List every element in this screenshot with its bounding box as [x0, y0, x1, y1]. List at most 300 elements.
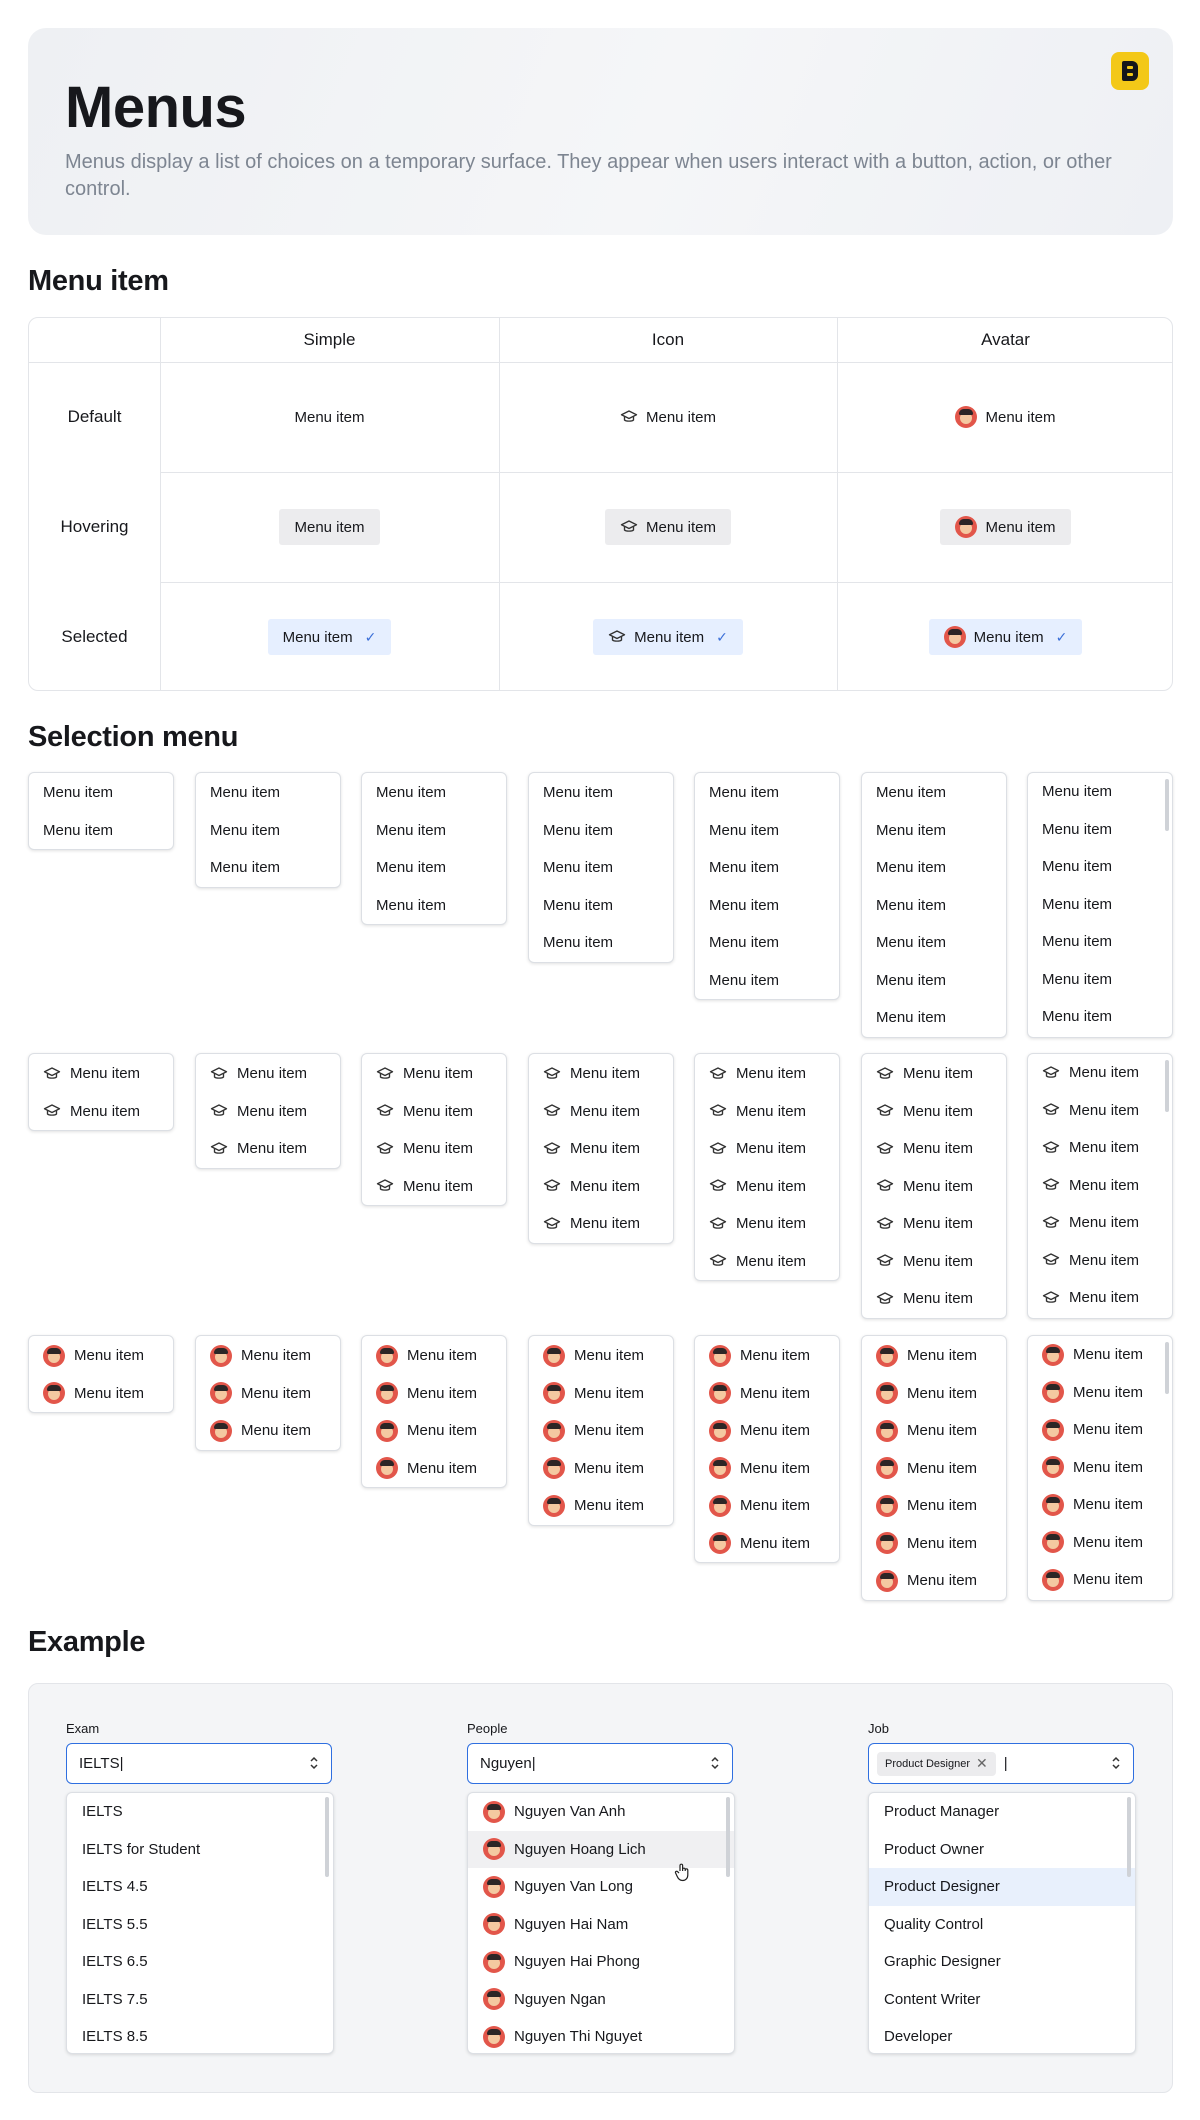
menu-item-label: Menu item	[1069, 1064, 1140, 1082]
menu-item[interactable]	[862, 812, 1006, 850]
menu-item-label: Menu item	[709, 934, 780, 952]
menu-item[interactable]	[862, 774, 1006, 812]
menu-item-label: Menu item	[903, 1252, 974, 1270]
menu-item-label: Menu item	[1069, 1289, 1140, 1307]
menu-item[interactable]	[862, 1093, 1006, 1131]
menu-item[interactable]	[529, 1375, 673, 1413]
menu-item-label: Menu item	[1073, 1571, 1144, 1589]
menu-item[interactable]	[196, 1412, 340, 1450]
graduation-cap-icon	[876, 1102, 894, 1120]
job-select-input[interactable]	[868, 1743, 1134, 1784]
job-tag-chip[interactable]	[877, 1752, 996, 1776]
menu-item[interactable]	[529, 1450, 673, 1488]
menu-item[interactable]	[695, 1337, 839, 1375]
menu-item-label: Menu item	[645, 408, 717, 426]
scrollbar[interactable]	[1165, 1060, 1169, 1112]
menu-item-label: Menu item	[70, 1065, 141, 1083]
menu-item[interactable]	[362, 774, 506, 812]
menu-item-label: Menu item	[907, 1347, 978, 1365]
menu-item-label: Menu item	[907, 1422, 978, 1440]
scrollbar[interactable]	[1127, 1797, 1131, 1877]
page-title: Menus	[65, 75, 247, 140]
exam-select-input[interactable]	[66, 1743, 332, 1784]
menu-item[interactable]	[529, 1337, 673, 1375]
menu-item[interactable]	[196, 1130, 340, 1168]
menu-item[interactable]	[695, 1168, 839, 1206]
menu-item-label: Menu item	[1042, 933, 1113, 951]
menu-item-label: Menu item	[740, 1422, 811, 1440]
menu-item-label: Menu item	[74, 1384, 145, 1402]
exam-option[interactable]	[67, 1831, 333, 1869]
menu-item-label: Menu item	[241, 1347, 312, 1365]
menu-item-label: Menu item	[543, 859, 614, 877]
menu-item-label: Menu item	[903, 1215, 974, 1233]
menu-item-label: Menu item	[407, 1422, 478, 1440]
graduation-cap-icon	[1042, 1289, 1060, 1307]
menu-item-label: Menu item	[543, 784, 614, 802]
menu-item[interactable]	[29, 774, 173, 812]
menu-item[interactable]	[862, 1487, 1006, 1525]
menu-item-label: Menu item	[876, 1009, 947, 1027]
selection-menu-avatar-4	[361, 1335, 507, 1488]
selection-menu-simple-4	[361, 772, 507, 925]
avatar	[876, 1570, 898, 1592]
menu-item-label: Menu item	[740, 1459, 811, 1477]
menu-item-label: Menu item	[1042, 895, 1113, 913]
menu-item-label: Menu item	[1073, 1496, 1144, 1514]
menu-item-simple-selected[interactable]	[268, 619, 392, 655]
avatar	[709, 1495, 731, 1517]
people-option[interactable]	[468, 1831, 734, 1869]
menu-item-label: Menu item	[736, 1102, 807, 1120]
menu-item-label: Menu item	[376, 859, 447, 877]
menu-item-label: Menu item	[403, 1177, 474, 1195]
menu-item[interactable]	[1028, 1129, 1172, 1167]
menu-item-icon-selected[interactable]	[593, 619, 743, 655]
option-label: IELTS 6.5	[82, 1953, 148, 1971]
menu-item[interactable]	[695, 1093, 839, 1131]
menu-item[interactable]	[529, 1130, 673, 1168]
check-icon: ✓	[716, 628, 728, 645]
option-label: IELTS 8.5	[82, 2028, 148, 2046]
menu-item[interactable]	[29, 1337, 173, 1375]
menu-item[interactable]	[862, 887, 1006, 925]
menu-item[interactable]	[695, 924, 839, 962]
menu-item-label: Menu item	[709, 784, 780, 802]
menu-item-label: Menu item	[1042, 820, 1113, 838]
scrollbar[interactable]	[325, 1797, 329, 1877]
menu-item-label: Menu item	[237, 1140, 308, 1158]
menu-item-label: Menu item	[709, 859, 780, 877]
menu-item[interactable]	[529, 849, 673, 887]
job-option[interactable]	[869, 1831, 1135, 1869]
avatar	[876, 1420, 898, 1442]
menu-item[interactable]	[196, 1337, 340, 1375]
graduation-cap-icon	[376, 1102, 394, 1120]
scrollbar[interactable]	[726, 1797, 730, 1877]
menu-item[interactable]	[196, 1055, 340, 1093]
menu-item[interactable]	[695, 812, 839, 850]
menu-item[interactable]	[1028, 1336, 1172, 1374]
people-option[interactable]	[468, 1906, 734, 1944]
menu-item-avatar-default[interactable]	[940, 399, 1070, 435]
menu-item[interactable]	[1028, 1204, 1172, 1242]
menu-item[interactable]	[29, 1375, 173, 1413]
avatar	[955, 406, 977, 428]
graduation-cap-icon	[543, 1102, 561, 1120]
job-dropdown-menu	[868, 1792, 1136, 2054]
menu-item[interactable]	[695, 887, 839, 925]
chevron-up-down-icon[interactable]	[710, 1755, 720, 1771]
menu-item[interactable]	[1028, 1411, 1172, 1449]
menu-item-label: Menu item	[1073, 1421, 1144, 1439]
menu-item[interactable]	[862, 1412, 1006, 1450]
exam-option[interactable]	[67, 1981, 333, 2019]
menu-item[interactable]	[862, 1375, 1006, 1413]
exam-field-label: Exam	[66, 1721, 100, 1736]
menu-item[interactable]	[862, 1525, 1006, 1563]
menu-item[interactable]	[862, 1337, 1006, 1375]
people-option[interactable]	[468, 1943, 734, 1981]
graduation-cap-icon	[1042, 1251, 1060, 1269]
menu-item[interactable]	[529, 1412, 673, 1450]
avatar	[1042, 1381, 1064, 1403]
menu-item[interactable]	[29, 812, 173, 850]
option-label: Content Writer	[884, 1990, 981, 2008]
menu-item-label: Menu item	[903, 1140, 974, 1158]
people-option[interactable]	[468, 1868, 734, 1906]
menu-item[interactable]	[695, 774, 839, 812]
graduation-cap-icon	[620, 518, 638, 536]
menu-item[interactable]	[1028, 961, 1172, 999]
menu-item-avatar-selected[interactable]	[929, 619, 1083, 655]
menu-item-label: Menu item	[1073, 1346, 1144, 1364]
option-label: IELTS 5.5	[82, 1915, 148, 1933]
menu-item[interactable]	[362, 1450, 506, 1488]
menu-item-icon-hover[interactable]	[605, 509, 731, 545]
menu-item[interactable]	[1028, 1374, 1172, 1412]
chevron-up-down-icon[interactable]	[309, 1755, 319, 1771]
avatar	[1042, 1494, 1064, 1516]
graduation-cap-icon	[43, 1102, 61, 1120]
menu-item[interactable]	[196, 849, 340, 887]
menu-item-label: Menu item	[1069, 1214, 1140, 1232]
menu-item[interactable]	[529, 1055, 673, 1093]
menu-item[interactable]	[1028, 1242, 1172, 1280]
menu-item[interactable]	[1028, 1092, 1172, 1130]
graduation-cap-icon	[876, 1177, 894, 1195]
menu-item-label: Menu item	[407, 1384, 478, 1402]
menu-item-label: Menu item	[70, 1102, 141, 1120]
graduation-cap-icon	[1042, 1101, 1060, 1119]
menu-item-label: Menu item	[740, 1384, 811, 1402]
menu-item[interactable]	[695, 1243, 839, 1281]
column-header-avatar: Avatar	[981, 330, 1030, 349]
graduation-cap-icon	[376, 1177, 394, 1195]
selection-menu-icon-7	[861, 1053, 1007, 1319]
option-label: Nguyen Van Long	[514, 1878, 633, 1896]
menu-item-label: Menu item	[876, 821, 947, 839]
menu-item[interactable]	[862, 1280, 1006, 1318]
menu-item[interactable]	[529, 1093, 673, 1131]
option-label: Product Owner	[884, 1840, 985, 1858]
menu-item[interactable]	[362, 1337, 506, 1375]
avatar	[483, 1801, 505, 1823]
menu-item[interactable]	[1028, 773, 1172, 811]
avatar	[483, 1913, 505, 1935]
menu-item-label: Menu item	[403, 1065, 474, 1083]
menu-item-label: Menu item	[407, 1459, 478, 1477]
menu-item-label: Menu item	[907, 1459, 978, 1477]
exam-option[interactable]	[67, 1793, 333, 1831]
menu-item[interactable]	[362, 887, 506, 925]
menu-item[interactable]	[695, 1525, 839, 1563]
menu-item-label: Menu item	[282, 628, 353, 646]
exam-option[interactable]	[67, 1906, 333, 1944]
graduation-cap-icon	[1042, 1139, 1060, 1157]
menu-item-label: Menu item	[903, 1177, 974, 1195]
row-header-hovering: Hovering	[60, 517, 129, 536]
avatar	[709, 1345, 731, 1367]
selection-menu-icon-2	[28, 1053, 174, 1131]
menu-item[interactable]	[196, 812, 340, 850]
exam-option[interactable]	[67, 1943, 333, 1981]
avatar	[43, 1345, 65, 1367]
menu-item-label: Menu item	[645, 518, 717, 536]
graduation-cap-icon	[543, 1140, 561, 1158]
menu-item[interactable]	[529, 812, 673, 850]
row-header-selected: Selected	[61, 627, 128, 646]
menu-item-label: Menu item	[907, 1534, 978, 1552]
menu-item[interactable]	[862, 1243, 1006, 1281]
menu-item[interactable]	[695, 1205, 839, 1243]
brand-logo-icon	[1111, 52, 1149, 90]
menu-item[interactable]	[1028, 923, 1172, 961]
menu-item[interactable]	[29, 1093, 173, 1131]
section-title-menu-item: Menu item	[28, 265, 169, 297]
menu-item[interactable]	[529, 1168, 673, 1206]
graduation-cap-icon	[543, 1177, 561, 1195]
menu-item[interactable]	[1028, 1524, 1172, 1562]
menu-item[interactable]	[695, 1130, 839, 1168]
menu-item[interactable]	[529, 924, 673, 962]
example-panel	[28, 1683, 1173, 2093]
menu-item[interactable]	[1028, 1449, 1172, 1487]
menu-item-label: Menu item	[709, 821, 780, 839]
menu-item[interactable]	[529, 887, 673, 925]
menu-item[interactable]	[695, 1375, 839, 1413]
avatar	[543, 1420, 565, 1442]
avatar	[709, 1532, 731, 1554]
menu-item-label: Menu item	[570, 1140, 641, 1158]
menu-item[interactable]	[862, 999, 1006, 1037]
graduation-cap-icon	[210, 1102, 228, 1120]
menu-item[interactable]	[196, 1375, 340, 1413]
menu-item[interactable]	[196, 1093, 340, 1131]
avatar	[876, 1495, 898, 1517]
menu-item[interactable]	[529, 1205, 673, 1243]
people-option[interactable]	[468, 1793, 734, 1831]
menu-item-label: Menu item	[543, 896, 614, 914]
job-option[interactable]	[869, 1868, 1135, 1906]
chevron-up-down-icon[interactable]	[1111, 1755, 1121, 1771]
menu-item[interactable]	[1028, 1486, 1172, 1524]
menu-item[interactable]	[862, 1130, 1006, 1168]
menu-item-label: Menu item	[1069, 1176, 1140, 1194]
job-option[interactable]	[869, 2018, 1135, 2054]
graduation-cap-icon	[876, 1252, 894, 1270]
menu-item[interactable]	[1028, 1279, 1172, 1317]
selection-menu-avatar-3	[195, 1335, 341, 1451]
menu-item[interactable]	[695, 962, 839, 1000]
column-header-simple: Simple	[303, 330, 356, 349]
menu-item[interactable]	[362, 1412, 506, 1450]
menu-item[interactable]	[362, 1055, 506, 1093]
menu-item-label: Menu item	[241, 1384, 312, 1402]
menu-item[interactable]	[862, 1055, 1006, 1093]
menu-item[interactable]	[529, 1487, 673, 1525]
menu-item[interactable]	[362, 1130, 506, 1168]
menu-item-label: Menu item	[376, 784, 447, 802]
menu-item[interactable]	[862, 849, 1006, 887]
people-option[interactable]	[468, 2018, 734, 2054]
option-label: IELTS	[82, 1803, 123, 1821]
job-option[interactable]	[869, 1943, 1135, 1981]
close-icon[interactable]: ✕	[976, 1755, 988, 1771]
menu-item[interactable]	[695, 1055, 839, 1093]
menu-item-simple-hover[interactable]	[279, 509, 379, 545]
menu-item[interactable]	[362, 1375, 506, 1413]
selection-menu-avatar-2	[28, 1335, 174, 1413]
selection-menu-icon-6	[694, 1053, 840, 1281]
graduation-cap-icon	[543, 1065, 561, 1083]
menu-item-simple-default[interactable]	[279, 399, 379, 435]
menu-item-label: Menu item	[1042, 1008, 1113, 1026]
graduation-cap-icon	[43, 1065, 61, 1083]
people-dropdown-menu	[467, 1792, 735, 2054]
menu-item[interactable]	[362, 849, 506, 887]
menu-item-icon-default[interactable]	[605, 399, 731, 435]
avatar	[483, 1988, 505, 2010]
job-option[interactable]	[869, 1793, 1135, 1831]
menu-item-label: Menu item	[43, 821, 114, 839]
menu-item-label: Menu item	[903, 1290, 974, 1308]
menu-item-avatar-hover[interactable]	[940, 509, 1070, 545]
menu-item[interactable]	[862, 962, 1006, 1000]
menu-item-label: Menu item	[1073, 1383, 1144, 1401]
scrollbar[interactable]	[1165, 1342, 1169, 1394]
menu-item[interactable]	[1028, 886, 1172, 924]
people-select-input[interactable]	[467, 1743, 733, 1784]
menu-item[interactable]	[196, 774, 340, 812]
graduation-cap-icon	[709, 1065, 727, 1083]
menu-item[interactable]	[362, 1093, 506, 1131]
menu-item-label: Menu item	[376, 896, 447, 914]
avatar	[1042, 1419, 1064, 1441]
menu-item[interactable]	[695, 849, 839, 887]
menu-item[interactable]	[529, 774, 673, 812]
menu-item[interactable]	[695, 1487, 839, 1525]
menu-item-label: Menu item	[709, 896, 780, 914]
menu-item[interactable]	[862, 1168, 1006, 1206]
graduation-cap-icon	[876, 1290, 894, 1308]
menu-item[interactable]	[695, 1412, 839, 1450]
menu-item-label: Menu item	[1069, 1101, 1140, 1119]
menu-item[interactable]	[862, 1205, 1006, 1243]
avatar	[543, 1457, 565, 1479]
option-label: Nguyen Ngan	[514, 1990, 606, 2008]
menu-item[interactable]	[862, 1562, 1006, 1600]
menu-item-matrix	[28, 317, 1173, 691]
menu-item-label: Menu item	[736, 1252, 807, 1270]
menu-item-label: Menu item	[574, 1422, 645, 1440]
avatar	[210, 1420, 232, 1442]
selection-menu-icon-5	[528, 1053, 674, 1244]
selection-menu-icon-3	[195, 1053, 341, 1169]
menu-item[interactable]	[362, 1168, 506, 1206]
option-label: IELTS 4.5	[82, 1878, 148, 1896]
menu-item[interactable]	[1028, 811, 1172, 849]
menu-item-label: Menu item	[294, 408, 365, 426]
graduation-cap-icon	[543, 1215, 561, 1233]
avatar	[483, 1876, 505, 1898]
avatar	[210, 1382, 232, 1404]
menu-item-label: Menu item	[903, 1065, 974, 1083]
menu-item-label: Menu item	[1069, 1251, 1140, 1269]
selection-menu-avatar-7	[1027, 1335, 1173, 1601]
menu-item-label: Menu item	[740, 1497, 811, 1515]
menu-item-label: Menu item	[973, 628, 1044, 646]
selection-menu-simple-7	[1027, 772, 1173, 1038]
page-header	[28, 28, 1173, 235]
menu-item[interactable]	[362, 812, 506, 850]
menu-item[interactable]	[1028, 848, 1172, 886]
avatar	[876, 1382, 898, 1404]
menu-item[interactable]	[862, 924, 1006, 962]
menu-item[interactable]	[1028, 1561, 1172, 1599]
graduation-cap-icon	[709, 1140, 727, 1158]
exam-input-value: IELTS|	[79, 1755, 124, 1772]
hand-pointer-icon	[674, 1862, 692, 1882]
graduation-cap-icon	[876, 1140, 894, 1158]
scrollbar[interactable]	[1165, 779, 1169, 831]
menu-item[interactable]	[1028, 1054, 1172, 1092]
graduation-cap-icon	[376, 1065, 394, 1083]
menu-item[interactable]	[29, 1055, 173, 1093]
avatar	[43, 1382, 65, 1404]
menu-item-label: Menu item	[543, 821, 614, 839]
menu-item[interactable]	[862, 1450, 1006, 1488]
column-header-icon: Icon	[651, 330, 685, 349]
menu-item[interactable]	[695, 1450, 839, 1488]
job-option[interactable]	[869, 1906, 1135, 1944]
job-input-value: |	[1003, 1755, 1008, 1772]
avatar	[483, 2026, 505, 2048]
option-label: Graphic Designer	[884, 1953, 1001, 1971]
exam-option[interactable]	[67, 2018, 333, 2054]
menu-item-label: Menu item	[237, 1102, 308, 1120]
menu-item-label: Menu item	[294, 518, 365, 536]
people-option[interactable]	[468, 1981, 734, 2019]
graduation-cap-icon	[876, 1065, 894, 1083]
menu-item[interactable]	[1028, 1167, 1172, 1205]
avatar	[376, 1382, 398, 1404]
job-option[interactable]	[869, 1981, 1135, 2019]
avatar	[543, 1495, 565, 1517]
menu-item[interactable]	[1028, 998, 1172, 1036]
exam-option[interactable]	[67, 1868, 333, 1906]
menu-item-label: Menu item	[407, 1347, 478, 1365]
